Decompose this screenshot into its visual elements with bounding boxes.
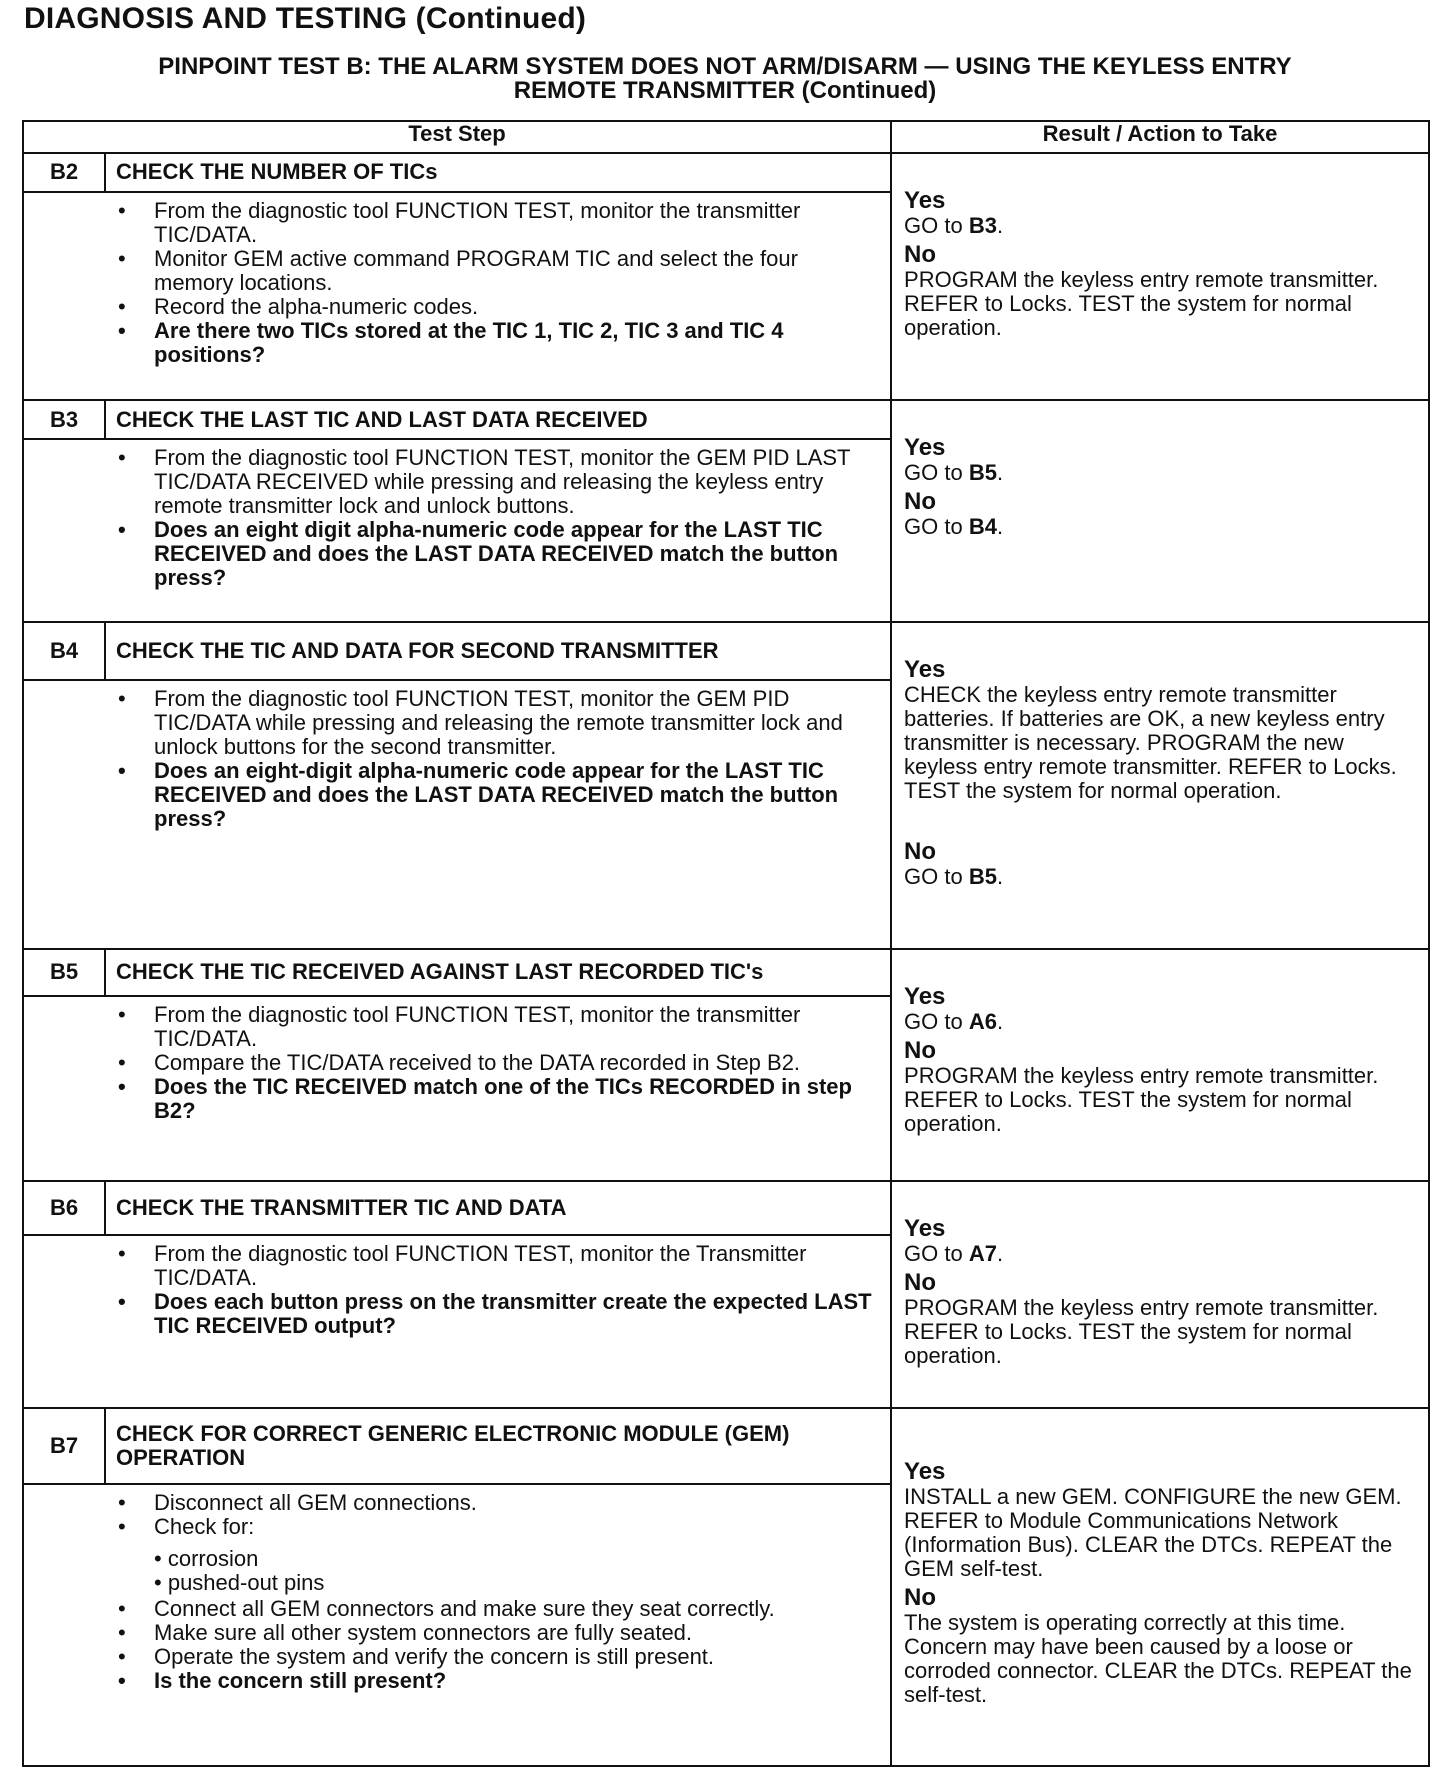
- step-title-row: [23, 1181, 1429, 1235]
- step-bullet: • Operate the system and verify the concern is still present.: [154, 1645, 880, 1669]
- step-title-row: [23, 949, 1429, 996]
- no-step-ref: B5: [968, 864, 997, 889]
- step-bullet: • Disconnect all GEM connections.: [154, 1491, 880, 1515]
- table-header-row: [23, 121, 1429, 153]
- step-bullet: • From the diagnostic tool FUNCTION TEST, monitor the GEM PID TIC/DATA while pressing and releasing the remote transmitter lock and unlock buttons for the second transmitter.: [154, 687, 880, 759]
- yes-step-ref: B3: [968, 213, 997, 238]
- pinpoint-test-title: [40, 55, 1410, 103]
- no-action: GO to B5.: [904, 864, 1004, 889]
- no-action: GO to B4.: [904, 514, 1004, 539]
- step-bullet: • Compare the TIC/DATA received to the DATA recorded in Step B2.: [154, 1051, 880, 1075]
- step-number: B7: [23, 1408, 105, 1484]
- pinpoint-test-title-line2: REMOTE TRANSMITTER (Continued): [513, 77, 937, 104]
- step-title: CHECK THE TIC RECEIVED AGAINST LAST RECORDED TIC's: [105, 949, 891, 996]
- no-label: No: [904, 488, 937, 515]
- step-bullet: • From the diagnostic tool FUNCTION TEST, monitor the transmitter TIC/DATA.: [154, 199, 880, 247]
- result-cell: [891, 153, 1429, 400]
- step-title: CHECK THE TRANSMITTER TIC AND DATA: [105, 1181, 891, 1235]
- yes-label: Yes: [904, 1215, 946, 1242]
- step-number: B5: [23, 949, 105, 996]
- pinpoint-test-title-line1: PINPOINT TEST B: THE ALARM SYSTEM DOES NOT ARM/DISARM — USING THE KEYLESS ENTRY: [158, 53, 1292, 80]
- yes-label: Yes: [904, 656, 946, 683]
- step-title-row: [23, 622, 1429, 680]
- step-title: CHECK FOR CORRECT GENERIC ELECTRONIC MODULE (GEM) OPERATION: [105, 1408, 891, 1484]
- yes-action: INSTALL a new GEM. CONFIGURE the new GEM. REFER to Module Communications Network (Information Bus). CLEAR the DTCs. REPEAT the GEM self-test.: [904, 1484, 1402, 1581]
- yes-action: GO to B5.: [904, 460, 1004, 485]
- no-label: No: [904, 1584, 937, 1611]
- step-question: • Are there two TICs stored at the TIC 1, TIC 2, TIC 3 and TIC 4 positions?: [154, 319, 880, 367]
- sub-bullet-list: [154, 1547, 880, 1595]
- step-number: B6: [23, 1181, 105, 1235]
- step-title-row: [23, 1408, 1429, 1484]
- step-title: CHECK THE TIC AND DATA FOR SECOND TRANSMITTER: [105, 622, 891, 680]
- step-title: CHECK THE NUMBER OF TICs: [105, 153, 891, 192]
- sub-bullet: • corrosion: [154, 1547, 880, 1571]
- step-title-row: [23, 153, 1429, 192]
- document-title: DIAGNOSIS AND TESTING (Continued): [24, 2, 587, 35]
- no-action: PROGRAM the keyless entry remote transmitter. REFER to Locks. TEST the system for normal operation.: [904, 1295, 1379, 1368]
- no-step-ref: B4: [968, 514, 997, 539]
- step-body: [23, 996, 891, 1181]
- step-bullet: • From the diagnostic tool FUNCTION TEST, monitor the GEM PID LAST TIC/DATA RECEIVED while pressing and releasing the keyless entry remote transmitter lock and unlock buttons.: [154, 446, 880, 518]
- step-bullet: • From the diagnostic tool FUNCTION TEST, monitor the transmitter TIC/DATA.: [154, 1003, 880, 1051]
- no-label: No: [904, 1269, 937, 1296]
- yes-action: GO to A6.: [904, 1009, 1004, 1034]
- step-body: [23, 1235, 891, 1408]
- step-body: [23, 439, 891, 622]
- step-question: • Does the TIC RECEIVED match one of the TICs RECORDED in step B2?: [154, 1075, 880, 1123]
- yes-step-ref: A6: [968, 1009, 997, 1034]
- yes-step-ref: B5: [968, 460, 997, 485]
- step-bullet-text: Check for:: [154, 1513, 255, 1539]
- no-action: PROGRAM the keyless entry remote transmitter. REFER to Locks. TEST the system for normal operation.: [904, 267, 1379, 340]
- no-label: No: [904, 838, 937, 865]
- result-cell: [891, 400, 1429, 622]
- yes-label: Yes: [904, 187, 946, 214]
- step-title-row: [23, 400, 1429, 439]
- result-cell: [891, 1181, 1429, 1408]
- yes-label: Yes: [904, 1458, 946, 1485]
- result-cell: [891, 622, 1429, 949]
- step-body: [23, 192, 891, 400]
- yes-label: Yes: [904, 983, 946, 1010]
- step-question: • Does an eight-digit alpha-numeric code appear for the LAST TIC RECEIVED and does the LAST DATA RECEIVED match the button press?: [154, 759, 880, 831]
- step-question: • Is the concern still present?: [154, 1669, 880, 1693]
- step-number: B2: [23, 153, 105, 192]
- result-cell: [891, 949, 1429, 1181]
- yes-label: Yes: [904, 434, 946, 461]
- header-test-step: Test Step: [23, 121, 891, 153]
- step-question: • Does an eight digit alpha-numeric code appear for the LAST TIC RECEIVED and does the LAST DATA RECEIVED match the button press?: [154, 518, 880, 590]
- step-bullet: • Make sure all other system connectors are fully seated.: [154, 1621, 880, 1645]
- pinpoint-test-table: [22, 120, 1430, 1767]
- no-action: The system is operating correctly at this time. Concern may have been caused by a loose or corroded connector. CLEAR the DTCs. REPEAT the self-test.: [904, 1610, 1412, 1707]
- step-question: • Does each button press on the transmitter create the expected LAST TIC RECEIVED output?: [154, 1290, 880, 1338]
- step-number: B3: [23, 400, 105, 439]
- sub-bullet: • pushed-out pins: [154, 1571, 880, 1595]
- yes-action: GO to A7.: [904, 1241, 1004, 1266]
- no-label: No: [904, 1037, 937, 1064]
- no-label: No: [904, 241, 937, 268]
- result-cell: [891, 1408, 1429, 1766]
- header-result: Result / Action to Take: [891, 121, 1429, 153]
- yes-step-ref: A7: [968, 1241, 997, 1266]
- yes-action: CHECK the keyless entry remote transmitter batteries. If batteries are OK, a new keyless entry transmitter is necessary. PROGRAM the new keyless entry remote transmitter. REFER to Locks. TEST the system for normal operation.: [904, 682, 1397, 803]
- step-number: B4: [23, 622, 105, 680]
- step-body: [23, 1484, 891, 1766]
- no-action: PROGRAM the keyless entry remote transmitter. REFER to Locks. TEST the system for normal operation.: [904, 1063, 1379, 1136]
- step-bullet: • Record the alpha-numeric codes.: [154, 295, 880, 319]
- step-bullet: [154, 1515, 880, 1595]
- step-bullet: • Monitor GEM active command PROGRAM TIC and select the four memory locations.: [154, 247, 880, 295]
- step-bullet: • Connect all GEM connectors and make sure they seat correctly.: [154, 1597, 880, 1621]
- step-bullet: • From the diagnostic tool FUNCTION TEST, monitor the Transmitter TIC/DATA.: [154, 1242, 880, 1290]
- yes-action: GO to B3.: [904, 213, 1004, 238]
- step-body: [23, 680, 891, 949]
- step-title: CHECK THE LAST TIC AND LAST DATA RECEIVED: [105, 400, 891, 439]
